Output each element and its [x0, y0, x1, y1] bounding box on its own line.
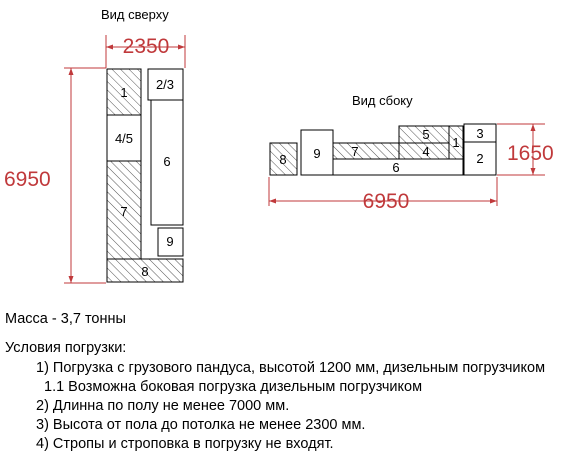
top-block-8-label: 8: [141, 264, 149, 279]
side-view: [269, 93, 554, 213]
top-view-title: Вид сверху: [101, 7, 169, 22]
top-length-dimension: [64, 68, 106, 283]
condition-item: 4) Стропы и строповка в погрузку не входят.: [36, 436, 334, 452]
condition-item: 1.1 Возможна боковая погрузка дизельным погрузчиком: [44, 379, 423, 395]
side-block-7: [333, 143, 399, 159]
mass-text: Масса - 3,7 тонны: [5, 311, 126, 327]
side-block-7-label: 7: [351, 144, 359, 159]
top-block-1-label: 1: [120, 85, 128, 100]
side-block-4-label: 4: [422, 144, 430, 159]
side-block-8-label: 8: [279, 152, 287, 167]
top-block-2-3-label: 2/3: [155, 77, 175, 92]
top-block-6-label: 6: [163, 154, 171, 169]
condition-item: 1) Погрузка с грузового пандуса, высотой 1200 мм, дизельным погрузчиком: [36, 360, 546, 376]
side-block-6-label: 6: [392, 160, 400, 175]
condition-item: 2) Длинна по полу не менее 7000 мм.: [36, 398, 290, 414]
top-length-label: 6950: [4, 168, 51, 191]
side-length-label: 6950: [362, 190, 410, 213]
side-block-3-label: 3: [476, 126, 484, 141]
side-block-9-label: 9: [313, 146, 321, 161]
top-width-label: 2350: [122, 35, 170, 58]
side-block-5-label: 5: [422, 127, 430, 142]
side-block-1-label: 1: [452, 135, 460, 150]
top-block-4-5-label: 4/5: [114, 131, 134, 146]
side-height-label: 1650: [507, 142, 554, 165]
condition-item: 3) Высота от пола до потолка не менее 2300 мм.: [36, 417, 366, 433]
top-block-9-label: 9: [166, 234, 174, 249]
conditions-title: Условия погрузки:: [5, 340, 127, 356]
top-view: [4, 7, 185, 283]
top-block-7-label: 7: [120, 204, 128, 219]
side-view-title: Вид сбоку: [352, 93, 413, 108]
side-block-2-label: 2: [476, 151, 484, 166]
